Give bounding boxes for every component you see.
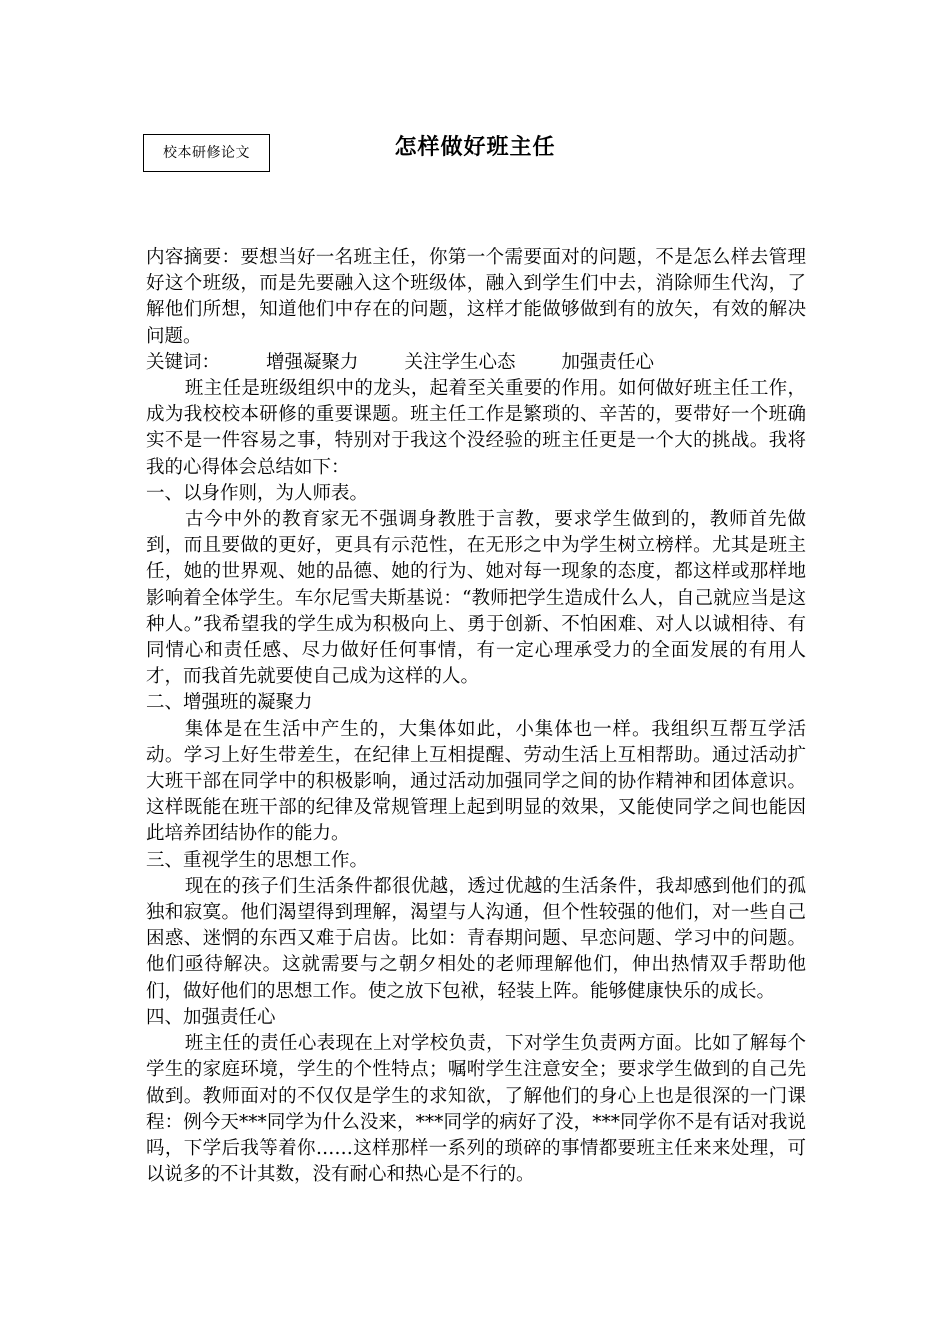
section-paragraph: 班主任的责任心表现在上对学校负责，下对学生负责两方面。比如了解每个学生的家庭环境，学生的个性特点；嘱咐学生注意安全；要求学生做到的自己先做到。教师面对的不仅仅是学生的求知欲，了解他们的身心上也是很深的一门课程：例今天***同学为什么没来，***同学的病好了没，***同学你不是有话对我说吗，下学后我等着你……这样那样一系列的琐碎的事情都要班主任来来处理，可以说多的不计其数，没有耐心和热心是不行的。 xyxy=(146,1033,806,1186)
document-body xyxy=(146,245,806,1188)
paper-type-label: 校本研修论文 xyxy=(143,134,270,172)
section-heading: 三、重视学生的思想工作。 xyxy=(146,849,369,871)
intro-paragraph: 班主任是班级组织中的龙头，起着至关重要的作用。如何做好班主任工作，成为我校校本研修的重要课题。班主任工作是繁琐的、辛苦的，要带好一个班确实不是一件容易之事，特别对于我这个没经验的班主任更是一个大的挑战。我将我的心得体会总结如下： xyxy=(146,378,806,478)
abstract-paragraph: 内容摘要：要想当好一名班主任，你第一个需要面对的问题，不是怎么样去管理好这个班级，而是先要融入这个班级体，融入到学生们中去，消除师生代沟，了解他们所想，知道他们中存在的问题，这样才能做够做到有的放矢，有效的解决问题。 xyxy=(146,247,806,347)
keyword-item: 关注学生心态 xyxy=(404,351,516,373)
section-paragraph: 集体是在生活中产生的，大集体如此，小集体也一样。我组织互帮互学活动。学习上好生带差生，在纪律上互相提醒、劳动生活上互相帮助。通过活动扩大班干部在同学中的积极影响，通过活动加强同学之间的协作精神和团体意识。这样既能在班干部的纪律及常规管理上起到明显的效果，又能使同学之间也能因此培养团结协作的能力。 xyxy=(146,718,806,845)
keyword-item: 加强责任心 xyxy=(561,351,655,373)
section-paragraph: 古今中外的教育家无不强调身教胜于言教，要求学生做到的，教师首先做到，而且要做的更好，更具有示范性，在无形之中为学生树立榜样。尤其是班主任，她的世界观、她的品德、她的行为、她对每一现象的态度，都这样或那样地影响着全体学生。车尔尼雪夫斯基说：“教师把学生造成什么人，自己就应当是这种人。”我希望我的学生成为积极向上、勇于创新、不怕困难、对人以诚相待、有同情心和责任感、尽力做好任何事情，有一定心理承受力的全面发展的有用人才，而我首先就要使自己成为这样的人。 xyxy=(146,509,806,688)
keyword-item: 增强凝聚力 xyxy=(266,351,359,373)
document-title: 怎样做好班主任 xyxy=(394,135,556,160)
section-paragraph: 现在的孩子们生活条件都很优越，透过优越的生活条件，我却感到他们的孤独和寂寞。他们渴望得到理解，渴望与人沟通，但个性较强的他们，对一些自己困惑、迷惘的东西又难于启齿。比如：青春期问题、早恋问题、学习中的问题。他们亟待解决。这就需要与之朝夕相处的老师理解他们，伸出热情双手帮助他们，做好他们的思想工作。使之放下包袱，轻装上阵。能够健康快乐的成长。 xyxy=(146,875,806,1002)
keywords-label: 关键词： xyxy=(146,351,221,373)
keywords-line xyxy=(146,350,806,376)
section-heading: 一、以身作则，为人师表。 xyxy=(146,482,369,504)
section-heading: 四、加强责任心 xyxy=(146,1006,276,1028)
section-heading: 二、增强班的凝聚力 xyxy=(146,692,313,714)
